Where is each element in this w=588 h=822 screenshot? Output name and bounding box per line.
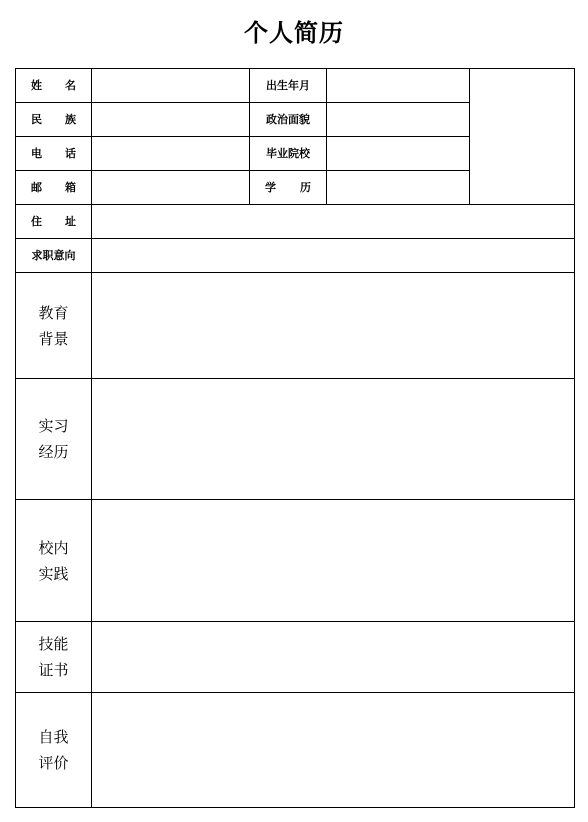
self-eval-label-line-1: 自我 (38, 728, 69, 746)
campus-field[interactable] (92, 500, 575, 622)
ethnic-label-char-2: 族 (65, 112, 76, 126)
skills-label-cell (16, 622, 92, 693)
resume-table (15, 68, 575, 808)
political-field[interactable] (327, 103, 470, 137)
email-field[interactable] (92, 171, 250, 205)
internship-field[interactable] (92, 379, 575, 500)
school-field[interactable] (327, 137, 470, 171)
photo-area[interactable] (470, 69, 575, 205)
degree-field[interactable] (327, 171, 470, 205)
self-eval-label-cell (16, 693, 92, 808)
ethnic-field[interactable] (92, 103, 250, 137)
internship-label-line-2: 经历 (38, 443, 69, 461)
address-label-char-1: 住 (31, 214, 42, 228)
campus-label-line-2: 实践 (38, 564, 69, 583)
name-label-cell (16, 69, 92, 103)
skills-field[interactable] (92, 622, 575, 693)
birth-label: 出生年月 (266, 78, 310, 92)
phone-label-char-1: 电 (31, 146, 42, 160)
intent-label: 求职意向 (31, 248, 76, 262)
email-label-char-2: 箱 (65, 180, 76, 194)
education-label-line-2: 背景 (38, 329, 69, 348)
email-label-cell (16, 171, 92, 205)
education-field[interactable] (92, 273, 575, 379)
name-field[interactable] (92, 69, 250, 103)
phone-label-char-2: 话 (65, 146, 76, 160)
school-label: 毕业院校 (266, 146, 310, 160)
campus-label-cell (16, 500, 92, 622)
email-label-char-1: 邮 (31, 180, 42, 194)
campus-label-line-1: 校内 (38, 538, 69, 557)
name-label-char-2: 名 (65, 78, 76, 92)
school-label-cell (250, 137, 327, 171)
intent-field[interactable] (92, 239, 575, 273)
degree-label-char-1: 学 (265, 180, 276, 194)
internship-label-line-1: 实习 (38, 417, 69, 435)
skills-label-line-1: 技能 (38, 635, 69, 653)
self-eval-field[interactable] (92, 693, 575, 808)
address-label-cell (16, 205, 92, 239)
internship-label-cell (16, 379, 92, 500)
phone-field[interactable] (92, 137, 250, 171)
degree-label-char-2: 历 (300, 180, 311, 194)
birth-field[interactable] (327, 69, 470, 103)
self-eval-label-line-2: 评价 (38, 754, 69, 772)
skills-label-line-2: 证书 (38, 661, 69, 679)
phone-label-cell (16, 137, 92, 171)
ethnic-label-char-1: 民 (31, 112, 42, 126)
address-label-char-2: 址 (65, 214, 76, 228)
name-label-char-1: 姓 (31, 78, 42, 92)
ethnic-label-cell (16, 103, 92, 137)
address-field[interactable] (92, 205, 575, 239)
education-label-line-1: 教育 (38, 303, 69, 322)
page-title: 个人简历 (244, 18, 344, 47)
birth-label-cell (250, 69, 327, 103)
education-label-cell (16, 273, 92, 379)
intent-label-cell (16, 239, 92, 273)
political-label-cell (250, 103, 327, 137)
political-label: 政治面貌 (266, 112, 310, 126)
degree-label-cell (250, 171, 327, 205)
